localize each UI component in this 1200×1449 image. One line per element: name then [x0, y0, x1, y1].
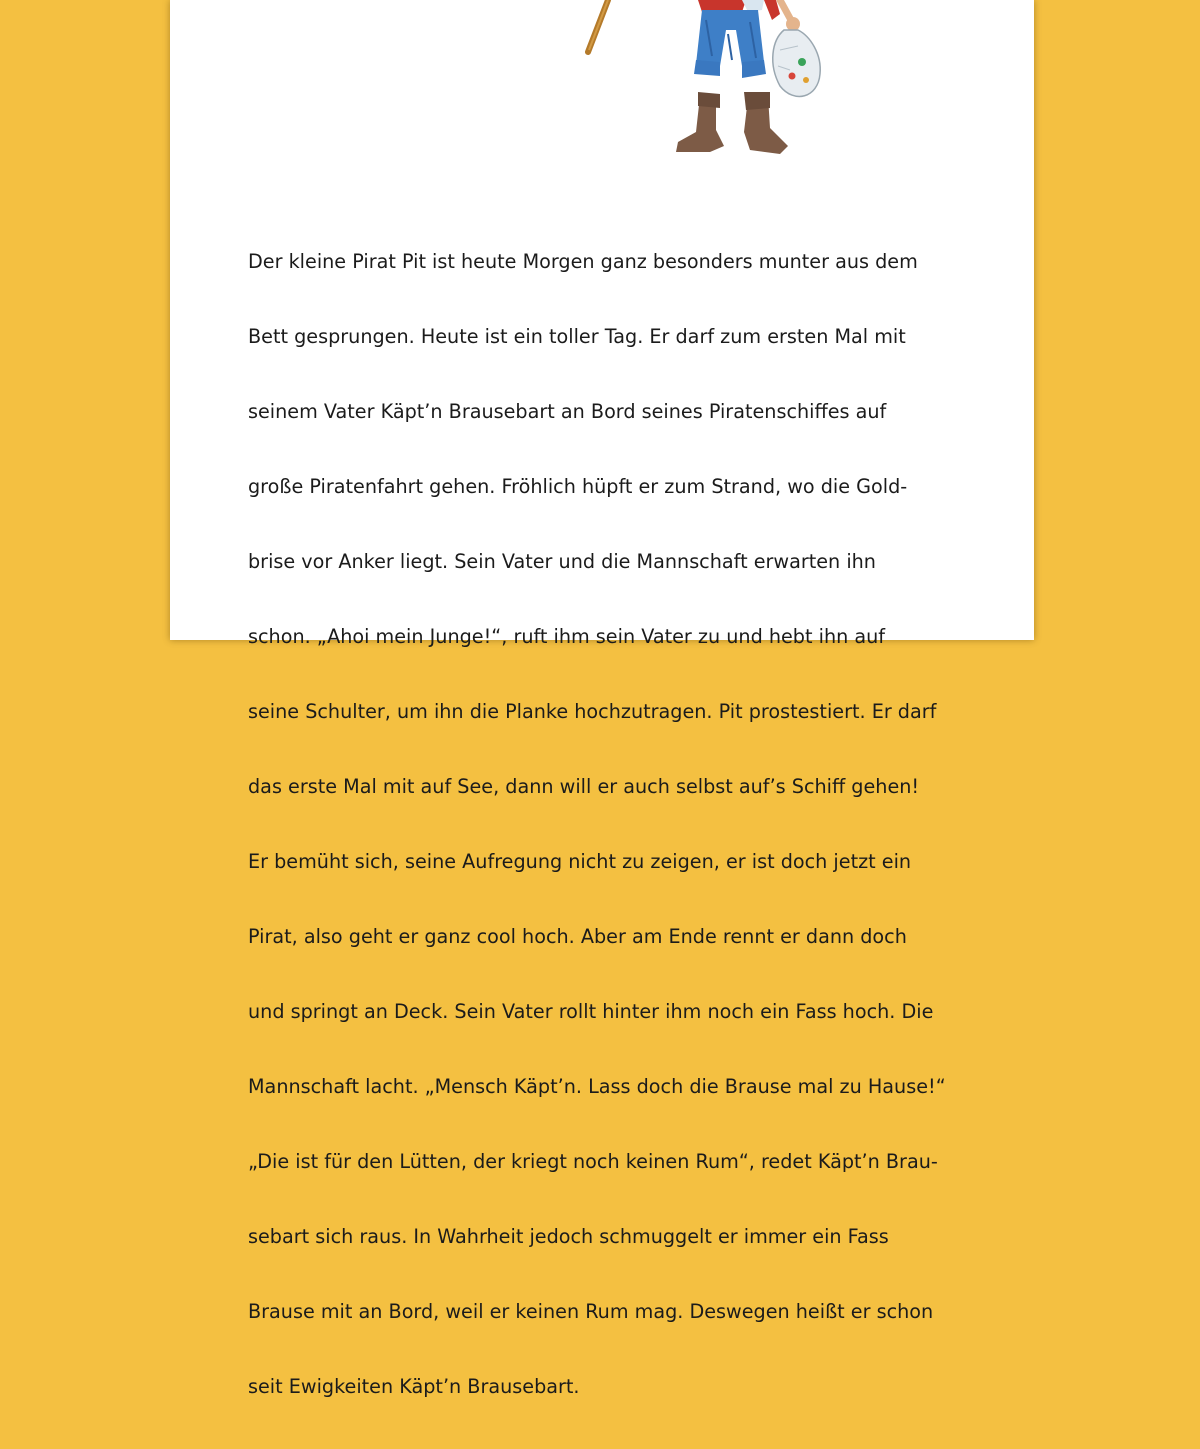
- story-line: seine Schulter, um ihn die Planke hochzutragen. Pit prostestiert. Er darf: [248, 700, 937, 723]
- story-line: Mannschaft lacht. „Mensch Käpt’n. Lass doch die Brause mal zu Hause!“: [248, 1075, 946, 1098]
- pirate-illustration: [480, 0, 800, 170]
- story-line: Bett gesprungen. Heute ist ein toller Tag. Er darf zum ersten Mal mit: [248, 325, 906, 348]
- story-line: „Die ist für den Lütten, der kriegt noch keinen Rum“, redet Käpt’n Brau-: [248, 1150, 938, 1173]
- story-page: [170, 0, 1034, 1398]
- story-line: Er bemüht sich, seine Aufregung nicht zu zeigen, er ist doch jetzt ein: [248, 850, 912, 873]
- story-line: seinem Vater Käpt’n Brausebart an Bord seines Piratenschiffes auf: [248, 400, 887, 423]
- story-line: Pirat, also geht er ganz cool hoch. Aber am Ende rennt er dann doch: [248, 925, 907, 948]
- story-line: das erste Mal mit auf See, dann will er auch selbst auf’s Schiff gehen!: [248, 775, 920, 798]
- story-line: sebart sich raus. In Wahrheit jedoch schmuggelt er immer ein Fass: [248, 1225, 889, 1248]
- story-text: [248, 199, 968, 1449]
- story-line: seit Ewigkeiten Käpt’n Brausebart.: [248, 1375, 580, 1398]
- story-line: schon. „Ahoi mein Junge!“, ruft ihm sein Vater zu und hebt ihn auf: [248, 625, 886, 648]
- story-line: Der kleine Pirat Pit ist heute Morgen ganz besonders munter aus dem: [248, 250, 918, 273]
- story-line: Brause mit an Bord, weil er keinen Rum mag. Deswegen heißt er schon: [248, 1300, 934, 1323]
- story-line: große Piratenfahrt gehen. Fröhlich hüpft er zum Strand, wo die Gold-: [248, 475, 908, 498]
- story-line: brise vor Anker liegt. Sein Vater und die Mannschaft erwarten ihn: [248, 550, 876, 573]
- story-line: und springt an Deck. Sein Vater rollt hinter ihm noch ein Fass hoch. Die: [248, 1000, 934, 1023]
